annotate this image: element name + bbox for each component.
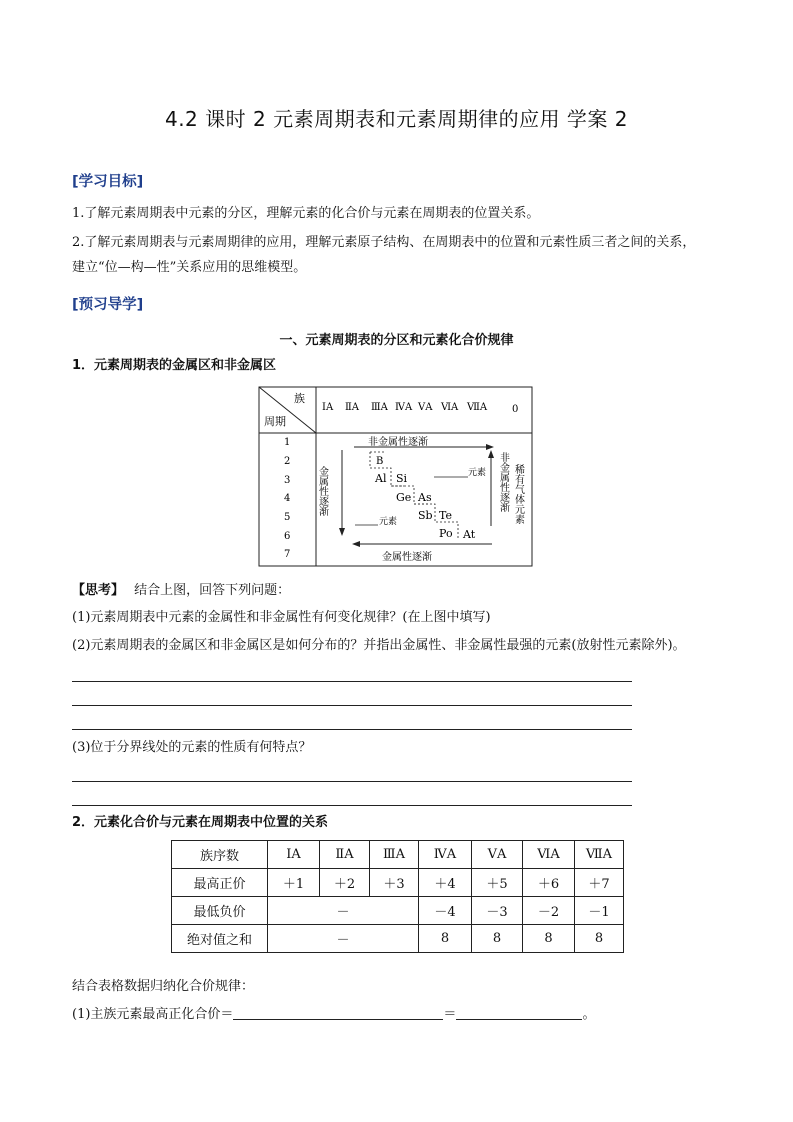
corner-group-label: 族	[294, 392, 305, 405]
table-cell: －	[268, 925, 419, 953]
section-heading-goals: [学习目标]	[72, 174, 144, 190]
table-row	[172, 841, 624, 869]
table-cell: ⅠA	[268, 841, 320, 869]
question-2: (2)元素周期表的金属区和非金属区是如何分布的？并指出金属性、非金属性最强的元素(放射性元素除外)。	[72, 638, 686, 653]
table-cell: －2	[523, 897, 575, 925]
part1-heading: 一、元素周期表的分区和元素化合价规律	[279, 333, 514, 348]
answer-line[interactable]	[72, 729, 632, 730]
element-At: At	[463, 528, 476, 541]
answer-line[interactable]	[72, 781, 632, 782]
table-cell: ⅡA	[320, 841, 370, 869]
table-cell: ＋3	[370, 869, 419, 897]
table-cell: ⅥA	[523, 841, 575, 869]
table-row	[172, 897, 624, 925]
table-cell: －	[268, 897, 419, 925]
valence-table	[171, 840, 624, 953]
fill-blank[interactable]	[456, 1005, 582, 1020]
think-label: 【思考】	[72, 583, 125, 598]
goal-1: 1.了解元素周期表中元素的分区，理解元素的化合价与元素在周期表的位置关系。	[72, 206, 540, 221]
row-header: 绝对值之和	[172, 925, 268, 953]
table-cell: ＋6	[523, 869, 575, 897]
element-Te: Te	[439, 509, 452, 522]
answer-line[interactable]	[72, 805, 632, 806]
summary-intro: 结合表格数据归纳化合价规律：	[72, 979, 255, 994]
element-As: As	[418, 491, 432, 504]
table-cell: ⅦA	[575, 841, 624, 869]
group-header-7: ⅦA	[467, 402, 488, 413]
blank-left-label: 元素	[379, 517, 398, 527]
table-cell: ⅤA	[472, 841, 523, 869]
think-intro: 结合上图，回答下列问题：	[134, 583, 291, 598]
table-cell: －1	[575, 897, 624, 925]
table-cell: ＋1	[268, 869, 320, 897]
question-1: (1)元素周期表中元素的金属性和非金属性有何变化规律？(在上图中填写)	[72, 610, 491, 625]
period-3: 3	[284, 475, 291, 486]
row-header: 最低负价	[172, 897, 268, 925]
item1-heading: 1．元素周期表的金属区和非金属区	[72, 358, 277, 373]
element-Sb: Sb	[418, 509, 433, 522]
group-header-5: ⅤA	[418, 402, 433, 413]
table-cell: 8	[575, 925, 624, 953]
row-header: 族序数	[172, 841, 268, 869]
table-cell: ⅢA	[370, 841, 419, 869]
left-arrow-label: 金属性逐渐	[316, 466, 328, 516]
group-header-1: ⅠA	[322, 402, 334, 413]
right-vertical-label: 非金属性逐渐	[497, 452, 509, 512]
answer-line[interactable]	[72, 705, 632, 706]
item2-heading: 2．元素化合价与元素在周期表中位置的关系	[72, 815, 329, 830]
goal-2-continued: 建立“位—构—性”关系应用的思维模型。	[72, 260, 307, 275]
rule1-eq: ＝	[443, 1007, 457, 1022]
corner-period-label: 周期	[264, 415, 286, 428]
table-row	[172, 869, 624, 897]
top-arrow-label: 非金属性逐渐	[368, 437, 428, 448]
rule1-end: 。	[582, 1007, 596, 1022]
period-4: 4	[284, 493, 291, 504]
group-header-4: ⅣA	[395, 402, 413, 413]
table-cell: ＋7	[575, 869, 624, 897]
group-header-0: 0	[512, 404, 519, 415]
group-header-3: ⅢA	[371, 402, 388, 413]
far-right-label: 稀有气体元素	[512, 464, 524, 524]
table-cell: －4	[419, 897, 472, 925]
bottom-arrow-label: 金属性逐渐	[382, 552, 432, 563]
fill-blank[interactable]	[233, 1005, 443, 1020]
blank-right-label: 元素	[468, 468, 487, 478]
table-cell: ⅣA	[419, 841, 472, 869]
table-cell: 8	[523, 925, 575, 953]
group-header-2: ⅡA	[345, 402, 360, 413]
period-6: 6	[284, 531, 291, 542]
element-Ge: Ge	[396, 491, 412, 504]
goal-2: 2.了解元素周期表与元素周期律的应用，理解元素原子结构、在周期表中的位置和元素性质三者之间的关系，	[72, 235, 696, 250]
section-heading-preview: [预习导学]	[72, 297, 144, 313]
element-Po: Po	[439, 527, 453, 540]
think-intro-line	[72, 579, 732, 603]
periodic-zone-diagram	[258, 386, 534, 568]
question-3: (3)位于分界线处的元素的性质有何特点？	[72, 740, 312, 755]
period-5: 5	[284, 512, 291, 523]
rule1-prefix: (1)主族元素最高正化合价＝	[72, 1007, 234, 1022]
period-1: 1	[284, 437, 291, 448]
element-Al: Al	[375, 472, 387, 485]
rule-1	[72, 1003, 732, 1027]
table-row	[172, 925, 624, 953]
group-header-6: ⅥA	[441, 402, 459, 413]
page-title: 4.2 课时 2 元素周期表和元素周期律的应用 学案 2	[164, 107, 629, 131]
row-header: 最高正价	[172, 869, 268, 897]
table-cell: ＋4	[419, 869, 472, 897]
period-7: 7	[284, 549, 291, 560]
answer-line[interactable]	[72, 681, 632, 682]
period-2: 2	[284, 456, 291, 467]
table-cell: －3	[472, 897, 523, 925]
table-cell: 8	[419, 925, 472, 953]
table-cell: 8	[472, 925, 523, 953]
element-Si: Si	[396, 472, 408, 485]
table-cell: ＋2	[320, 869, 370, 897]
table-cell: ＋5	[472, 869, 523, 897]
element-B: B	[376, 456, 384, 467]
